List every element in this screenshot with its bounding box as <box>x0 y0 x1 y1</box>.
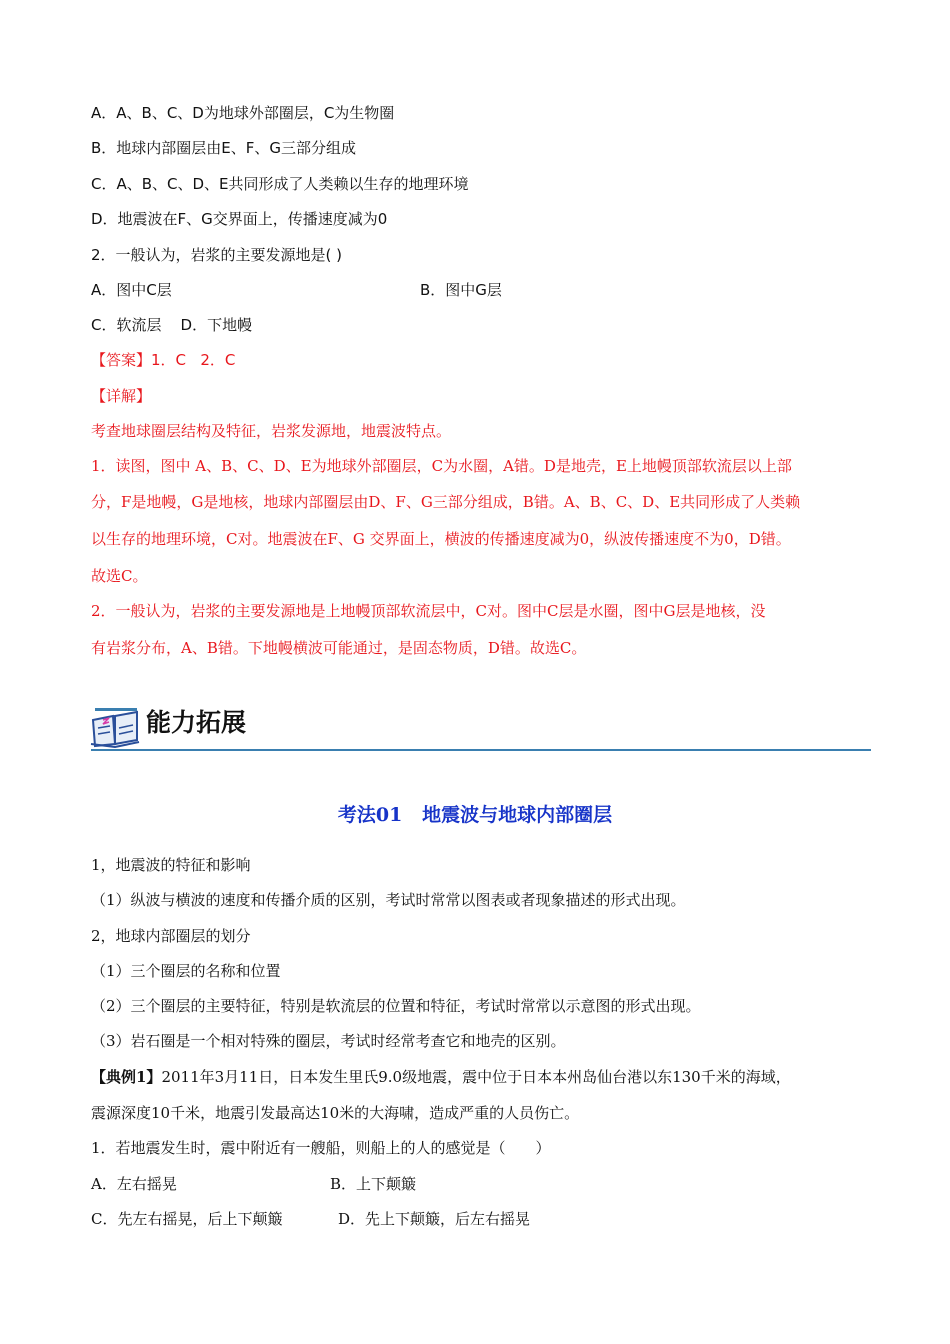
explanation-intro: 考查地球圈层结构及特征，岩浆发源地，地震波特点。 <box>91 422 452 440</box>
explanation-p1-line2: 分，F是地幔，G是地核，地球内部圈层由D、F、G三部分组成，B错。A、B、C、D、E共同形成了人类赖 <box>91 493 801 511</box>
content-item-2-sub-2: （2）三个圈层的主要特征，特别是软流层的位置和特征，考试时常常以示意图的形式出现。 <box>91 997 701 1015</box>
explanation-p1-line3: 以生存的地理环境，C对。地震波在F、G 交界面上，横波的传播速度减为0，纵波传播速度不为0，D错。 <box>91 530 791 548</box>
content-item-2-sub-3: （3）岩石圈是一个相对特殊的圈层，考试时经常考查它和地壳的区别。 <box>91 1032 566 1050</box>
explanation-p1-line1: 1．读图，图中 A、B、C、D、E为地球外部圈层，C为水圈，A错。D是地壳，E上地幔顶部软流层以上部 <box>91 457 792 475</box>
option-b: B．地球内部圈层由E、F、G三部分组成 <box>91 139 357 157</box>
example-label: 【典例1】 <box>91 1068 162 1086</box>
question-2-options-row1 <box>91 280 851 300</box>
option-a: A．A、B、C、D为地球外部圈层，C为生物圈 <box>91 104 395 122</box>
content-item-2: 2，地球内部圈层的划分 <box>91 927 251 945</box>
explanation-p2-line2: 有岩浆分布，A、B错。下地幔横波可能通过，是固态物质，D错。故选C。 <box>91 639 587 657</box>
example-options-row1 <box>91 1174 851 1194</box>
option-d: D．地震波在F、G交界面上，传播速度减为0 <box>91 210 388 228</box>
question-2-stem: 2．一般认为，岩浆的主要发源地是( ) <box>91 246 343 264</box>
q2-option-a: A．图中C层 <box>91 281 172 299</box>
example-question-1: 1．若地震发生时，震中附近有一艘船，则船上的人的感觉是（ ） <box>91 1139 551 1157</box>
content-item-1-sub-1: （1）纵波与横波的速度和传播介质的区别，考试时常常以图表或者现象描述的形式出现。 <box>91 891 686 909</box>
answer-text: 1．C 2．C <box>151 351 236 369</box>
example-line-1 <box>91 1067 791 1087</box>
open-book-icon <box>89 708 141 748</box>
option-c: C．A、B、C、D、E共同形成了人类赖以生存的地理环境 <box>91 175 469 193</box>
explanation-label: 【详解】 <box>91 387 152 405</box>
content-item-1: 1，地震波的特征和影响 <box>91 856 251 874</box>
banner-divider <box>91 749 871 751</box>
answer-line <box>91 350 235 370</box>
example-line-2: 震源深度10千米，地震引发最高达10米的大海啸，造成严重的人员伤亡。 <box>91 1104 580 1122</box>
example-option-c: C．先左右摇晃，后上下颠簸 <box>91 1210 283 1228</box>
question-2-options-row2: C．软流层 D．下地幔 <box>91 316 253 334</box>
explanation-p1-line4: 故选C。 <box>91 567 148 585</box>
explanation-p2-line1: 2．一般认为，岩浆的主要发源地是上地幔顶部软流层中，C对。图中C层是水圈，图中G层是地核，没 <box>91 602 766 620</box>
content-item-2-sub-1: （1）三个圈层的名称和位置 <box>91 962 281 980</box>
example-option-d: D．先上下颠簸，后左右摇晃 <box>338 1210 531 1228</box>
q2-option-b: B．图中G层 <box>420 281 502 299</box>
example-option-b: B．上下颠簸 <box>330 1175 417 1193</box>
example-options-row2 <box>91 1209 851 1229</box>
example-text-1: 2011年3月11日，日本发生里氏9.0级地震，震中位于日本本州岛仙台港以东130千米的海域， <box>161 1068 791 1086</box>
answer-label: 【答案】 <box>91 351 152 369</box>
banner-title: 能力拓展 <box>146 708 247 737</box>
example-option-a: A．左右摇晃 <box>91 1175 177 1193</box>
section-title: 考法01 地震波与地球内部圈层 <box>337 804 613 826</box>
